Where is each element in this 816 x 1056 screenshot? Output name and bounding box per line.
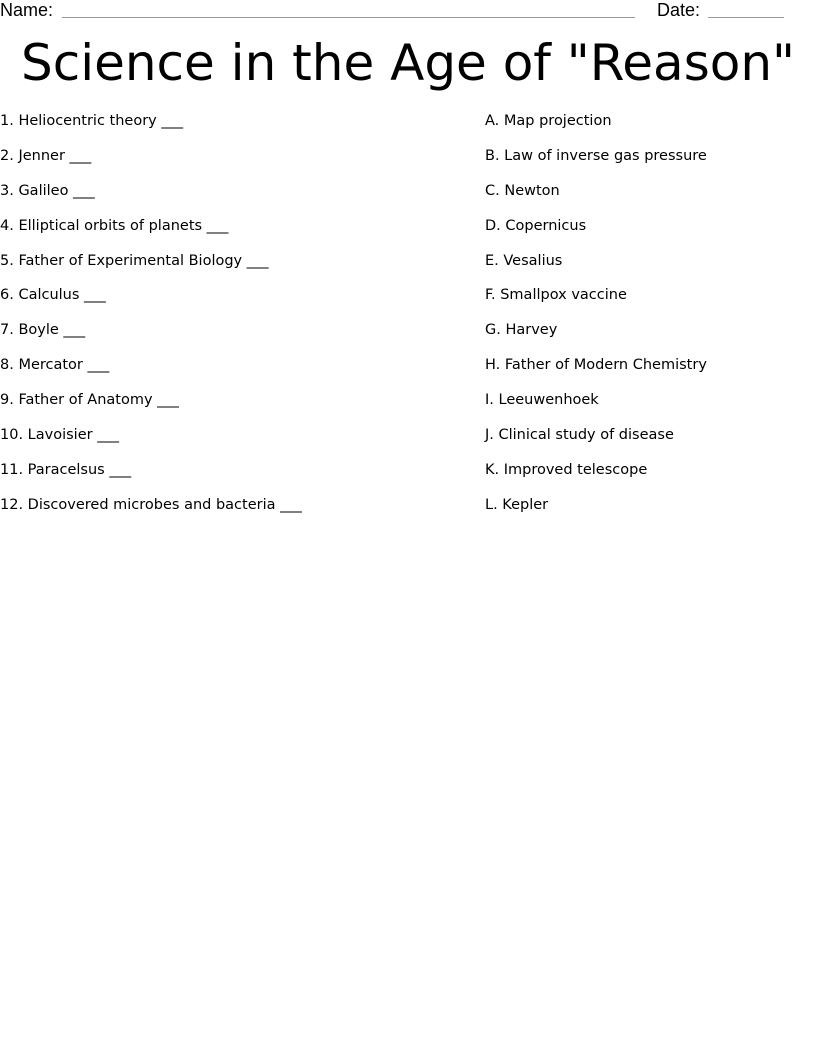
- answer-item: F. Smallpox vaccine: [485, 287, 627, 304]
- answer-item: E. Vesalius: [485, 252, 563, 269]
- question-item: 11. Paracelsus ___: [0, 461, 132, 478]
- worksheet-header: [0, 0, 816, 22]
- question-item: 8. Mercator ___: [0, 357, 110, 374]
- question-item: 9. Father of Anatomy ___: [0, 392, 179, 409]
- question-item: 7. Boyle ___: [0, 322, 86, 339]
- question-item: 2. Jenner ___: [0, 147, 92, 164]
- question-list: [0, 111, 302, 530]
- question-item: 5. Father of Experimental Biology ___: [0, 252, 269, 269]
- answer-list: [485, 111, 707, 530]
- question-item: 3. Galileo ___: [0, 182, 95, 199]
- answer-item: J. Clinical study of disease: [485, 427, 674, 444]
- question-item: 1. Heliocentric theory ___: [0, 113, 184, 129]
- date-label: Date:: [657, 0, 701, 20]
- answer-item: G. Harvey: [485, 322, 558, 339]
- answer-item: C. Newton: [485, 182, 560, 199]
- question-item: 10. Lavoisier ___: [0, 427, 119, 444]
- answer-item: D. Copernicus: [485, 217, 587, 234]
- answer-item: I. Leeuwenhoek: [485, 392, 599, 409]
- answer-item: A. Map projection: [485, 113, 612, 129]
- question-item: 4. Elliptical orbits of planets ___: [0, 217, 229, 234]
- page-title: Science in the Age of "Reason": [20, 34, 796, 92]
- answer-item: K. Improved telescope: [485, 461, 648, 478]
- answer-item: L. Kepler: [485, 496, 549, 513]
- name-label: Name:: [0, 0, 54, 20]
- question-item: 12. Discovered microbes and bacteria ___: [0, 496, 302, 513]
- name-blank-line: [62, 17, 635, 18]
- answer-item: H. Father of Modern Chemistry: [485, 357, 707, 374]
- question-item: 6. Calculus ___: [0, 287, 106, 304]
- date-blank-line: [708, 17, 784, 18]
- answer-item: B. Law of inverse gas pressure: [485, 147, 707, 164]
